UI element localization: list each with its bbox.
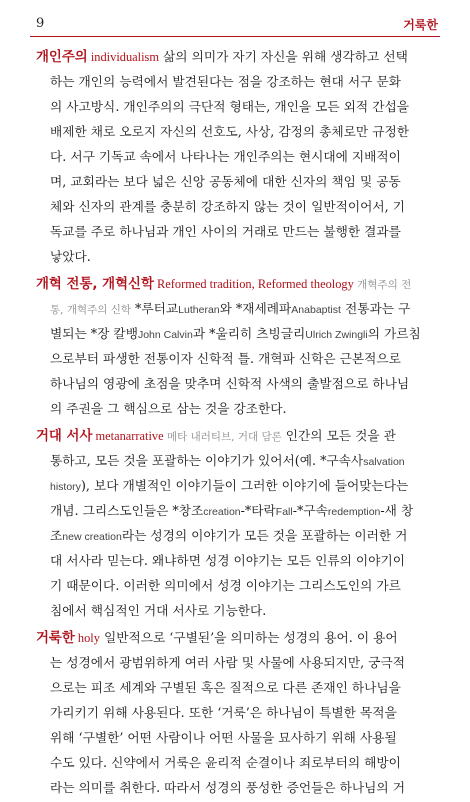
text-run: 전통과는 구 <box>340 301 411 316</box>
entry-term: 거룩한 <box>36 631 75 646</box>
text-run: 수도 있다. 신약에서 거룩은 윤리적 순결이나 죄로부터의 해방이 <box>50 755 401 770</box>
text-run: 위해 ‘구별한’ 어떤 사람이나 어떤 사물을 묘사하기 위해 사용될 <box>50 730 397 745</box>
entry-text-line <box>50 523 442 548</box>
text-run: 과 *울리히 츠빙글리 <box>192 326 306 341</box>
text-run: 통하고, 모든 것을 포괄하는 이야기가 있어서(예. *구속사 <box>50 453 364 468</box>
text-run: -*구속 <box>292 503 328 518</box>
entry-term: 개혁 전통, 개혁신학 <box>36 277 154 292</box>
entry-text-line <box>50 473 442 498</box>
text-run: 라는 의미를 취한다. 따라서 성경의 풍성한 증언들은 하나님의 거 <box>50 780 405 795</box>
page-header <box>30 14 440 37</box>
text-run: 와 *재세례파 <box>219 301 292 316</box>
entry-term: 개인주의 <box>36 50 88 65</box>
entry-text-line <box>50 346 442 371</box>
alternate-translation: 메타 내러티브, 거대 담론 <box>163 431 282 443</box>
entry-text-line <box>50 548 442 573</box>
entry-text-line <box>50 169 442 194</box>
english-term: Reformed tradition, Reformed theology <box>153 277 354 291</box>
english-term: holy <box>74 631 100 645</box>
text-run: 라는 성경의 이야기가 모든 것을 포괄하는 이러한 거 <box>121 528 408 543</box>
original-gloss: salvation <box>363 456 405 468</box>
entry-text-line <box>50 750 442 775</box>
original-gloss: John Calvin <box>137 329 193 341</box>
entry-headline <box>36 625 442 650</box>
entry-term: 거대 서사 <box>36 429 93 444</box>
original-gloss: Fall <box>275 506 293 518</box>
text-run: 으로부터 파생한 전통이자 신학적 틀. 개혁파 신학은 근본적으로 <box>50 351 401 366</box>
original-gloss: Ulrich Zwingli <box>305 329 368 341</box>
entry-text-line <box>50 69 442 94</box>
entry-text-line <box>50 700 442 725</box>
entry-text-line <box>50 371 442 396</box>
alternate-translation: 개혁주의 전 <box>353 279 412 291</box>
running-head: 거룩한 <box>403 18 438 32</box>
text-run: 낳았다. <box>50 249 91 264</box>
alternate-translation: 통, 개혁주의 신학 <box>50 304 132 316</box>
english-term: metanarrative <box>92 429 164 443</box>
entry-text-line <box>50 598 442 623</box>
entry-headline <box>36 44 442 69</box>
entry-text-line <box>50 194 442 219</box>
entry-text-line <box>50 396 442 421</box>
entry-text-line <box>50 296 442 321</box>
text-run: -*타락 <box>240 503 276 518</box>
text-run: -새 창 <box>380 503 414 518</box>
text-run: 인간의 모든 것을 관 <box>281 428 396 443</box>
glossary-entry <box>36 625 442 800</box>
text-run: 개념. 그리스도인들은 *창조 <box>50 503 204 518</box>
text-run: 조 <box>50 528 63 543</box>
original-gloss: Lutheran <box>178 304 220 316</box>
text-run: 는 성경에서 광범위하게 여러 사람 및 사물에 사용되지만, 궁극적 <box>50 655 405 670</box>
original-gloss: redemption <box>327 506 381 518</box>
original-gloss: history <box>50 481 81 493</box>
text-run: 의 가르침 <box>367 326 421 341</box>
original-gloss: creation <box>203 506 241 518</box>
text-run: 다. 서구 기독교 속에서 나타나는 개인주의는 현시대에 지배적이 <box>50 149 401 164</box>
entry-text-line <box>50 144 442 169</box>
text-run: 삶의 의미가 자기 자신을 위해 생각하고 선택 <box>159 49 408 64</box>
text-run: ), 보다 개별적인 이야기들이 그러한 이야기에 들어맞는다는 <box>80 478 409 493</box>
text-run: 기 때문이다. 이러한 의미에서 성경 이야기는 그리스도인의 가르 <box>50 578 401 593</box>
entry-text-line <box>50 775 442 800</box>
entry-text-line <box>50 244 442 269</box>
text-run: 침에서 핵심적인 거대 서사로 기능한다. <box>50 603 267 618</box>
entry-text-line <box>50 573 442 598</box>
text-run: 의 주권을 그 핵심으로 삼는 것을 강조한다. <box>50 401 287 416</box>
text-run: 일반적으로 ‘구별된’을 의미하는 성경의 용어. 이 용어 <box>99 630 398 645</box>
original-gloss: new creation <box>62 531 122 543</box>
glossary-body <box>36 44 442 802</box>
entry-headline <box>36 423 442 448</box>
entry-text-line <box>50 725 442 750</box>
text-run: 독교를 주로 하나님과 개인 사이의 거래로 만드는 불행한 결과를 <box>50 224 401 239</box>
glossary-entry <box>36 44 442 269</box>
text-run: 대 서사라 믿는다. 왜냐하면 성경 이야기는 모든 인류의 이야기이 <box>50 553 405 568</box>
entry-text-line <box>50 219 442 244</box>
entry-text-line <box>50 498 442 523</box>
text-run: 으로는 피조 세계와 구별된 혹은 질적으로 다른 존재인 하나님을 <box>50 680 401 695</box>
text-run: 별되는 *장 칼뱅 <box>50 326 138 341</box>
entry-text-line <box>50 119 442 144</box>
text-run: 하는 개인의 능력에서 발견된다는 점을 강조하는 현대 서구 문화 <box>50 74 401 89</box>
text-run: 의 사고방식. 개인주의의 극단적 형태는, 개인을 모든 외적 간섭을 <box>50 99 409 114</box>
entry-text-line <box>50 650 442 675</box>
text-run: 가리키기 위해 사용된다. 또한 ‘거룩’은 하나님이 특별한 목적을 <box>50 705 397 720</box>
entry-text-line <box>50 675 442 700</box>
glossary-entry <box>36 271 442 421</box>
text-run: *루터교 <box>131 301 179 316</box>
glossary-entry <box>36 423 442 623</box>
entry-text-line <box>50 94 442 119</box>
text-run: 체와 신자의 관계를 충분히 강조하지 않는 것이 일반적이어서, 기 <box>50 199 405 214</box>
text-run: 배제한 채로 오로지 자신의 선호도, 사상, 감정의 총체로만 규정한 <box>50 124 409 139</box>
original-gloss: Anabaptist <box>291 304 341 316</box>
entry-text-line <box>50 448 442 473</box>
entry-headline <box>36 271 442 296</box>
page-number: 9 <box>36 16 45 31</box>
english-term: individualism <box>87 50 159 64</box>
text-run: 하나님의 영광에 초점을 맞추며 신학적 사색의 출발점으로 하나님 <box>50 376 410 391</box>
text-run: 며, 교회라는 보다 넓은 신앙 공동체에 대한 신자의 책임 및 공동 <box>50 174 401 189</box>
entry-text-line <box>50 321 442 346</box>
